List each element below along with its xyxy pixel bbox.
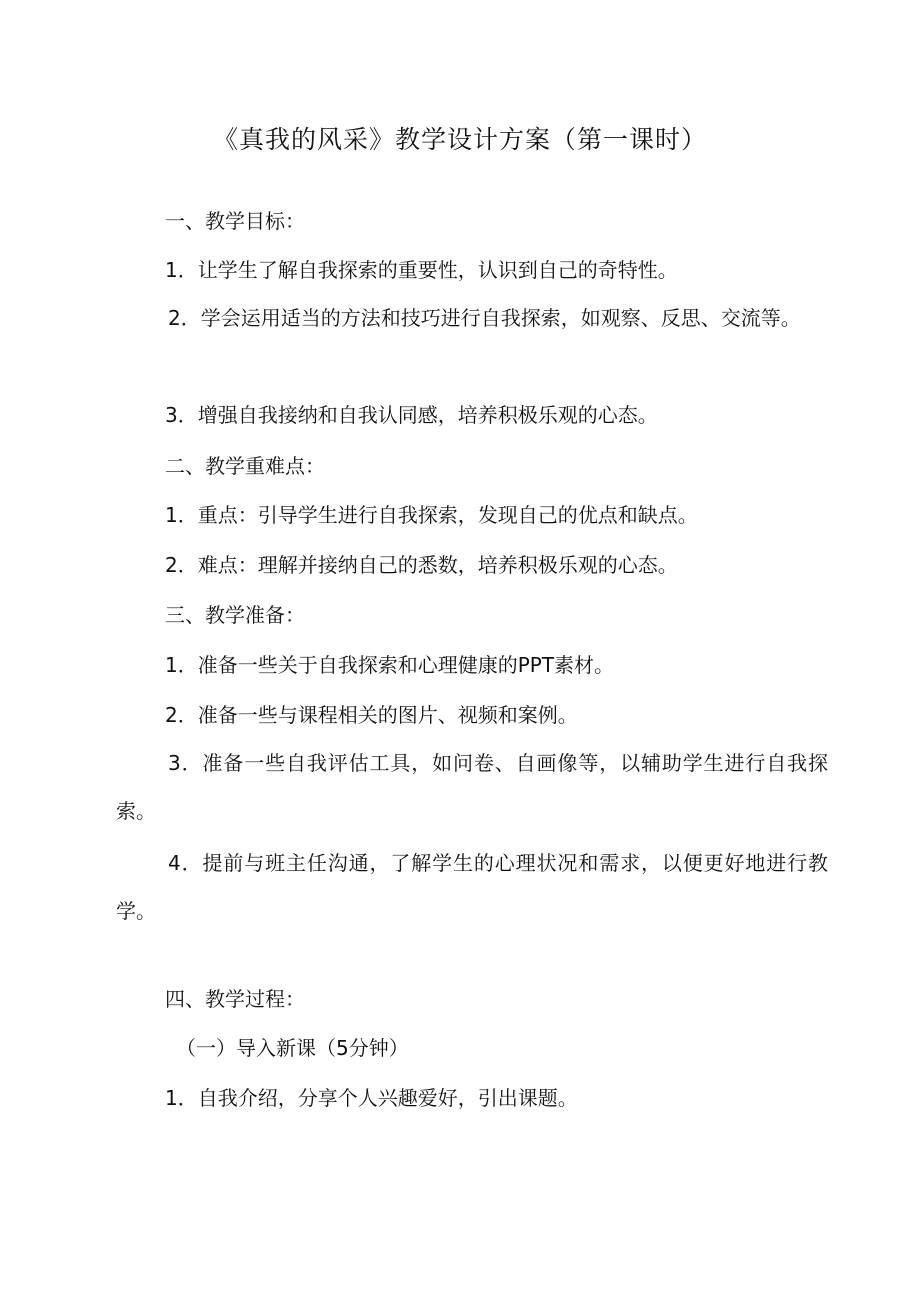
key-point-item-2: 2．难点：理解并接纳自己的悉数，培养积极乐观的心态。 xyxy=(165,553,678,577)
process-item-1: 1．自我介绍，分享个人兴趣爱好，引出课题。 xyxy=(165,1086,578,1110)
section-heading-preparation: 三、教学准备： xyxy=(165,603,305,627)
preparation-item-4: 4．提前与班主任沟通，了解学生的心理状况和需求，以便更好地进行教学。 xyxy=(116,851,828,923)
preparation-item-3: 3．准备一些自我评估工具，如问卷、自画像等，以辅助学生进行自我探索。 xyxy=(116,751,828,823)
document-title: 《真我的风采》教学设计方案（第一课时） xyxy=(212,125,707,154)
goal-item-2: 2．学会运用适当的方法和技巧进行自我探索，如观察、反思、交流等。 xyxy=(168,306,801,330)
goal-item-3: 3．增强自我接纳和自我认同感，培养积极乐观的心态。 xyxy=(165,403,658,427)
preparation-item-2: 2．准备一些与课程相关的图片、视频和案例。 xyxy=(165,703,578,727)
section-heading-goals: 一、教学目标： xyxy=(165,209,305,233)
process-subheading: （一）导入新课（5分钟） xyxy=(176,1036,409,1060)
goal-item-1: 1．让学生了解自我探索的重要性，认识到自己的奇特性。 xyxy=(165,258,678,282)
section-heading-process: 四、教学过程： xyxy=(165,987,305,1011)
section-heading-key-points: 二、教学重难点： xyxy=(165,454,325,478)
key-point-item-1: 1．重点：引导学生进行自我探索，发现自己的优点和缺点。 xyxy=(165,503,698,527)
preparation-item-1: 1．准备一些关于自我探索和心理健康的PPT素材。 xyxy=(165,653,615,677)
